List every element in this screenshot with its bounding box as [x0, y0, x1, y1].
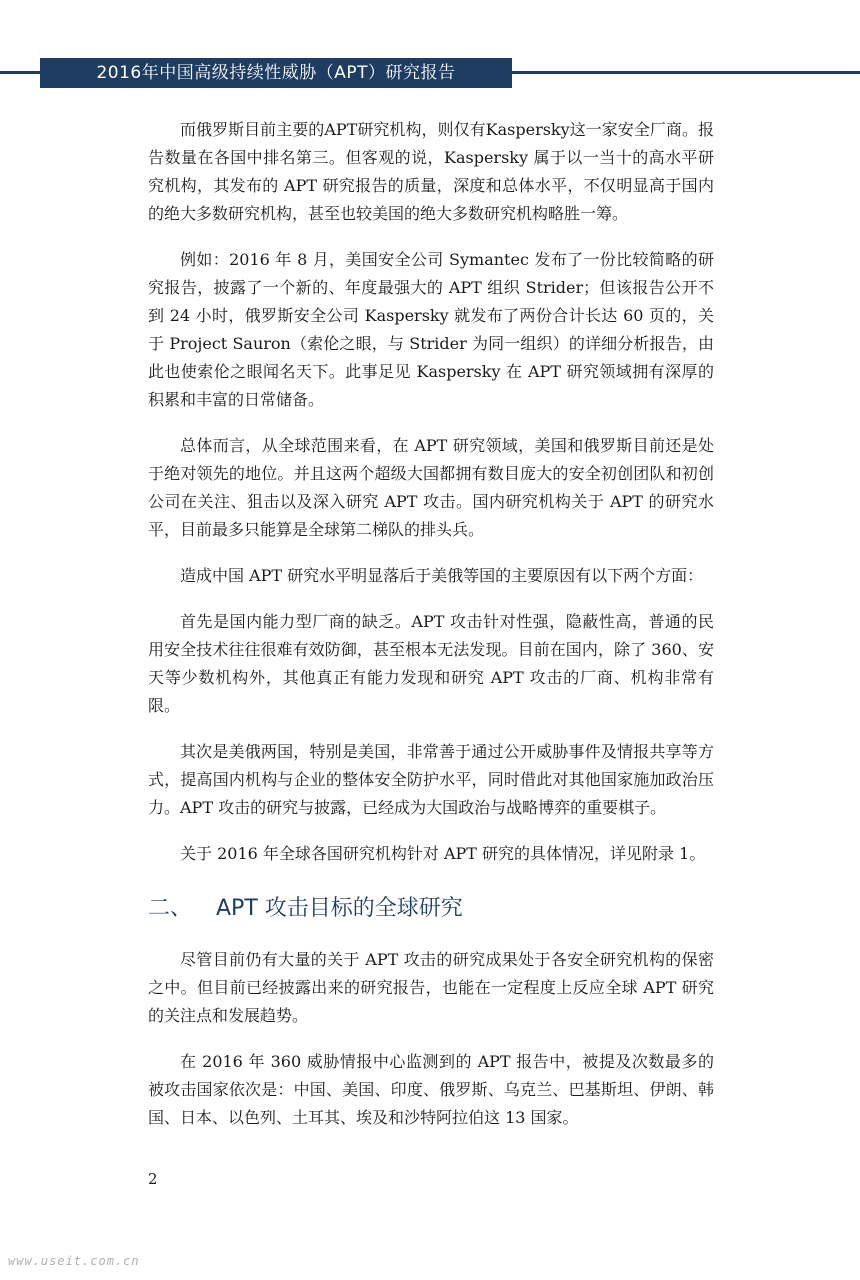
page-number: 2 [148, 1170, 158, 1188]
paragraph: 在 2016 年 360 威胁情报中心监测到的 APT 报告中，被提及次数最多的被攻击国家依次是：中国、美国、印度、俄罗斯、乌克兰、巴基斯坦、伊朗、韩国、日本、以色列、土耳其、埃及和沙特阿拉伯这 13 国家。 [148, 1052, 714, 1127]
paragraph: 首先是国内能力型厂商的缺乏。APT 攻击针对性强，隐蔽性高，普通的民用安全技术往往很难有效防御，甚至根本无法发现。目前在国内，除了 360、安天等少数机构外，其他真正有能力发现和研究 APT 攻击的厂商、机构非常有限。 [148, 612, 714, 715]
paragraph: 其次是美俄两国，特别是美国，非常善于通过公开威胁事件及情报共享等方式，提高国内机构与企业的整体安全防护水平，同时借此对其他国家施加政治压力。APT 攻击的研究与披露，已经成为大国政治与战略博弈的重要棋子。 [148, 742, 714, 817]
paragraph: 例如：2016 年 8 月，美国安全公司 Symantec 发布了一份比较简略的研究报告，披露了一个新的、年度最强大的 APT 组织 Strider；但该报告公开不到 24 小时，俄罗斯安全公司 Kaspersky 就发布了两份合计长达 60 页的，关于 Project Sauron（索伦之眼，与 Strider 为同一组织）的详细分析报告，由此也使索伦之眼闻名天下。此事足见 Kaspersky 在 APT 研究领域拥有深厚的积累和丰富的日常储备。 [148, 250, 714, 409]
watermark: www.useit.com.cn [8, 1254, 140, 1268]
running-header: 2016年中国高级持续性威胁（APT）研究报告 [40, 58, 512, 88]
section-number: 二、 [148, 896, 193, 921]
section-title: APT 攻击目标的全球研究 [216, 896, 463, 921]
paragraph: 关于 2016 年全球各国研究机构针对 APT 研究的具体情况，详见附录 1。 [180, 844, 706, 863]
paragraph: 造成中国 APT 研究水平明显落后于美俄等国的主要原因有以下两个方面： [180, 566, 704, 585]
section-heading [148, 894, 714, 924]
paragraph: 而俄罗斯目前主要的APT研究机构，则仅有Kaspersky这一家安全厂商。报告数量在各国中排名第三。但客观的说，Kaspersky 属于以一当十的高水平研究机构，其发布的 APT 研究报告的质量，深度和总体水平，不仅明显高于国内的绝大多数研究机构，甚至也较美国的绝大多数研究机构略胜一筹。 [148, 120, 714, 223]
paragraph: 尽管目前仍有大量的关于 APT 攻击的研究成果处于各安全研究机构的保密之中。但目前已经披露出来的研究报告，也能在一定程度上反应全球 APT 研究的关注点和发展趋势。 [148, 950, 714, 1025]
page-body [148, 116, 714, 1150]
paragraph: 总体而言，从全球范围来看，在 APT 研究领域，美国和俄罗斯目前还是处于绝对领先的地位。并且这两个超级大国都拥有数目庞大的安全初创团队和初创公司在关注、狙击以及深入研究 APT 攻击。国内研究机构关于 APT 的研究水平，目前最多只能算是全球第二梯队的排头兵。 [148, 436, 714, 539]
